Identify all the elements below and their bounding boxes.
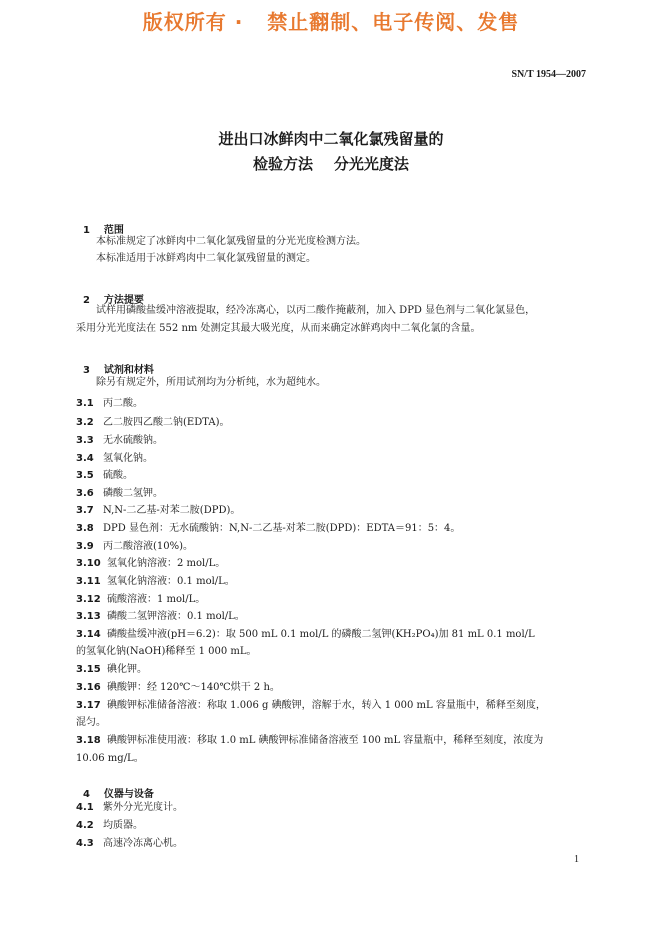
paragraph: 本标准规定了冰鲜肉中二氧化氯残留量的分光光度检测方法。 — [96, 236, 366, 247]
paragraph: 除另有规定外，所用试剂均为分析纯，水为超纯水。 — [96, 377, 326, 388]
section-title: 方法提要 — [103, 295, 144, 306]
item-number: 3.11 — [76, 576, 101, 587]
section-number: 4 — [82, 789, 90, 800]
item-text: 碘酸钾标准使用液：移取 1.0 mL 碘酸钾标准储备溶液至 100 mL 容量瓶中，稀释至刻度，浓度为 — [107, 735, 544, 746]
item-text: 无水硫酸钠。 — [103, 435, 163, 446]
item-number: 3.2 — [76, 417, 94, 428]
list-item — [76, 501, 240, 516]
list-item — [76, 554, 225, 569]
list-item-continuation: 的氢氧化钠(NaOH)稀释至 1 000 mL。 — [76, 646, 257, 657]
list-item — [76, 731, 543, 746]
list-item — [76, 696, 546, 711]
item-text: 乙二胺四乙酸二钠(EDTA)。 — [103, 417, 230, 428]
item-text: 氢氧化钠溶液：2 mol/L。 — [107, 558, 226, 569]
item-number: 3.3 — [76, 435, 94, 446]
item-number: 3.10 — [76, 558, 101, 569]
item-text: 磷酸二氢钾溶液：0.1 mol/L。 — [107, 611, 245, 622]
section-4-heading — [76, 774, 154, 800]
section-number: 2 — [82, 295, 90, 306]
item-number: 3.1 — [76, 398, 94, 409]
item-text: 磷酸盐缓冲液(pH＝6.2)：取 500 mL 0.1 mol/L 的磷酸二氢钾(KH₂PO₄)加 81 mL 0.1 mol/L — [107, 629, 535, 640]
document-title-line2: 检验方法 分光光度法 — [253, 155, 409, 173]
list-item — [76, 834, 183, 849]
paragraph-continuation: 采用分光光度法在 552 nm 处测定其最大吸光度，从而来确定冰鲜鸡肉中二氧化氯的含量。 — [76, 323, 481, 334]
item-text: 磷酸二氢钾。 — [103, 488, 163, 499]
item-number: 3.6 — [76, 488, 94, 499]
paragraph: 试样用磷酸盐缓冲溶液提取，经冷冻离心，以丙二酸作掩蔽剂，加入 DPD 显色剂与二氧化氯显色， — [96, 305, 536, 316]
item-text: 碘酸钾标准储备溶液：称取 1.006 g 碘酸钾，溶解于水，转入 1 000 mL 容量瓶中，稀释至刻度， — [107, 700, 546, 711]
item-text: 碘酸钾：经 120℃～140℃烘干 2 h。 — [107, 682, 280, 693]
item-number: 3.17 — [76, 700, 101, 711]
list-item — [76, 678, 280, 693]
item-text: 氢氧化钠。 — [103, 453, 153, 464]
list-item — [76, 466, 133, 481]
list-item — [76, 537, 193, 552]
list-item — [76, 816, 143, 831]
item-text: 氢氧化钠溶液：0.1 mol/L。 — [107, 576, 235, 587]
item-number: 3.4 — [76, 453, 94, 464]
watermark-banner: 版权所有 · 禁止翻制、电子传阅、发售 — [142, 10, 520, 34]
item-text: N,N-二乙基-对苯二胺(DPD)。 — [103, 505, 241, 516]
item-text: 硫酸。 — [103, 470, 133, 481]
list-item — [76, 394, 143, 409]
list-item — [76, 660, 147, 675]
section-title: 仪器与设备 — [103, 789, 154, 800]
item-number: 3.13 — [76, 611, 101, 622]
list-item — [76, 449, 153, 464]
list-item-continuation: 混匀。 — [76, 717, 106, 728]
item-number: 3.18 — [76, 735, 101, 746]
item-number: 3.9 — [76, 541, 94, 552]
item-number: 3.12 — [76, 594, 101, 605]
list-item — [76, 798, 183, 813]
item-text: 紫外分光光度计。 — [103, 802, 183, 813]
list-item — [76, 625, 535, 640]
item-text: 均质器。 — [103, 820, 143, 831]
list-item — [76, 431, 163, 446]
list-item — [76, 413, 229, 428]
list-item-continuation: 10.06 mg/L。 — [76, 753, 144, 764]
item-number: 3.5 — [76, 470, 94, 481]
list-item — [76, 519, 460, 534]
item-text: 硫酸溶液：1 mol/L。 — [107, 594, 206, 605]
item-text: 碘化钾。 — [107, 664, 147, 675]
item-text: 丙二酸溶液(10%)。 — [103, 541, 194, 552]
item-number: 3.15 — [76, 664, 101, 675]
section-title: 试剂和材料 — [103, 365, 154, 376]
document-title-line1: 进出口冰鲜肉中二氧化氯残留量的 — [218, 130, 444, 148]
section-number: 3 — [82, 365, 90, 376]
item-number: 3.14 — [76, 629, 101, 640]
item-text: 高速冷冻离心机。 — [103, 838, 183, 849]
paragraph: 本标准适用于冰鲜鸡肉中二氧化氯残留量的测定。 — [96, 253, 316, 264]
item-number: 3.8 — [76, 523, 94, 534]
standard-code: SN/T 1954—2007 — [511, 69, 586, 80]
item-number: 3.7 — [76, 505, 94, 516]
section-3-heading — [76, 350, 154, 376]
item-number: 3.16 — [76, 682, 101, 693]
page-number: 1 — [574, 854, 579, 865]
list-item — [76, 572, 235, 587]
section-title: 范围 — [103, 225, 124, 236]
list-item — [76, 590, 205, 605]
item-number: 4.1 — [76, 802, 94, 813]
item-number: 4.2 — [76, 820, 94, 831]
item-text: DPD 显色剂：无水硫酸钠：N,N-二乙基-对苯二胺(DPD)：EDTA＝91：5：4。 — [103, 523, 461, 534]
list-item — [76, 484, 163, 499]
list-item — [76, 607, 245, 622]
item-text: 丙二酸。 — [103, 398, 143, 409]
section-number: 1 — [82, 225, 90, 236]
item-number: 4.3 — [76, 838, 94, 849]
